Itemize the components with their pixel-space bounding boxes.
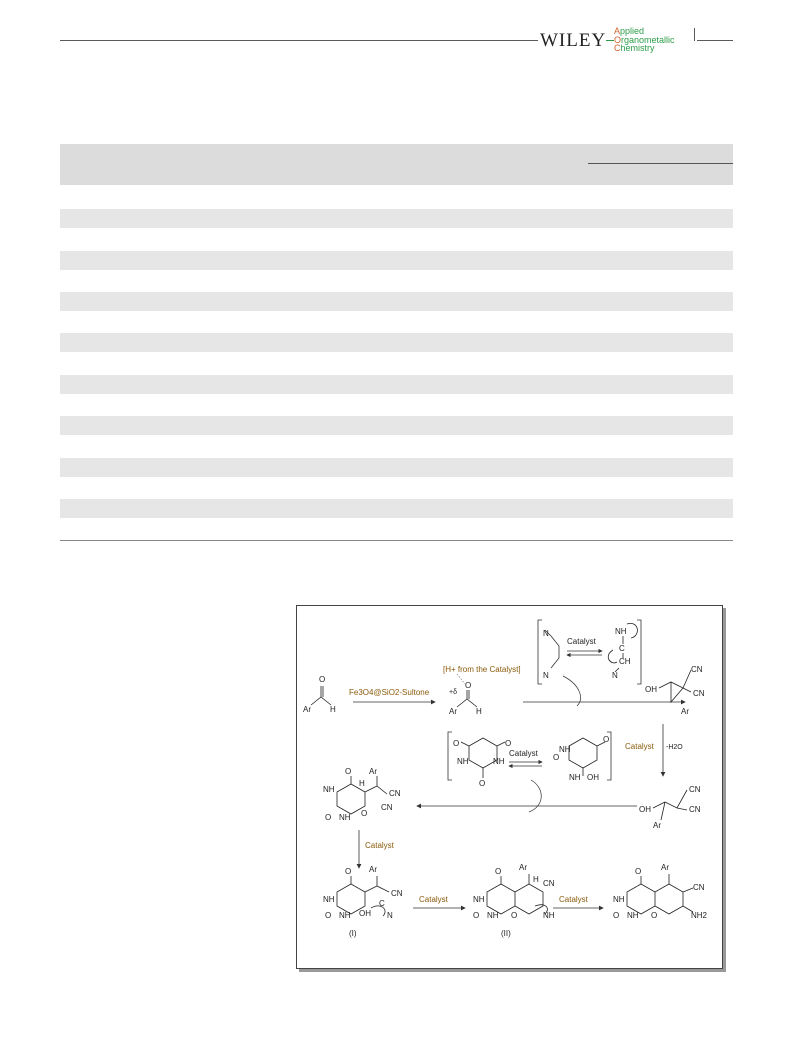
aldehyde — [311, 686, 331, 705]
catalyst-label: Catalyst — [567, 637, 596, 646]
svg-text:O: O — [473, 911, 480, 920]
svg-text:NH: NH — [627, 911, 639, 920]
svg-text:CN: CN — [381, 803, 393, 812]
table-row — [60, 416, 733, 435]
svg-text:NH: NH — [323, 895, 335, 904]
svg-text:Ar: Ar — [661, 863, 669, 872]
svg-text:Catalyst: Catalyst — [419, 895, 448, 904]
barbituric-enol — [569, 738, 605, 776]
svg-text:NH: NH — [339, 813, 351, 822]
svg-text:O: O — [613, 911, 620, 920]
svg-text:NH: NH — [493, 757, 505, 766]
table-row — [60, 251, 733, 270]
svg-text:N: N — [543, 629, 549, 638]
svg-text:NH: NH — [615, 627, 627, 636]
svg-text:NH: NH — [457, 757, 469, 766]
svg-text:O: O — [635, 867, 642, 876]
table-header — [60, 144, 733, 185]
proton-label: [H+ from the Catalyst] — [443, 665, 521, 674]
svg-text:OH: OH — [359, 909, 371, 918]
pyranopyrimidine-product — [627, 874, 693, 914]
svg-text:Ar: Ar — [449, 707, 457, 716]
svg-text:CN: CN — [389, 789, 401, 798]
svg-text:Ar: Ar — [519, 863, 527, 872]
svg-text:O: O — [505, 739, 512, 748]
svg-text:CN: CN — [689, 785, 701, 794]
atom-ar: Ar — [303, 705, 311, 714]
table-row — [60, 458, 733, 477]
svg-text:O: O — [479, 779, 486, 788]
svg-text:O: O — [345, 867, 352, 876]
svg-text:C: C — [379, 899, 385, 908]
svg-text:Catalyst: Catalyst — [509, 749, 538, 758]
svg-text:CN: CN — [693, 689, 705, 698]
svg-text:CN: CN — [543, 879, 555, 888]
svg-text:NH: NH — [473, 895, 485, 904]
activated-aldehyde — [457, 690, 477, 707]
catalyst-name-label: Fe3O4@SiO2-Sultone — [349, 688, 430, 697]
svg-text:O: O — [651, 911, 658, 920]
mechanism-scheme — [296, 605, 723, 969]
header-rule-left — [60, 40, 538, 41]
label-intermediate-ii: (II) — [501, 929, 511, 938]
svg-text:O: O — [511, 911, 518, 920]
svg-text:O: O — [453, 739, 460, 748]
svg-text:H: H — [359, 779, 365, 788]
svg-text:CN: CN — [391, 889, 403, 898]
journal-logo: Applied Organometallic Chemistry — [614, 26, 675, 53]
svg-text:O: O — [361, 809, 368, 818]
svg-text:CN: CN — [689, 805, 701, 814]
table-row — [60, 499, 733, 518]
table-row — [60, 333, 733, 352]
svg-text:Ar: Ar — [653, 821, 661, 830]
svg-text:Ar: Ar — [681, 707, 689, 716]
table-bottom-rule — [60, 540, 733, 541]
atom-h: H — [330, 705, 336, 714]
svg-text:N: N — [387, 911, 393, 920]
svg-text:C: C — [619, 644, 625, 653]
svg-text:Catalyst: Catalyst — [559, 895, 588, 904]
publisher-logo: WILEY — [540, 30, 607, 51]
svg-text:Catalyst: Catalyst — [625, 742, 654, 751]
delta-label: +δ — [449, 689, 457, 696]
table-row — [60, 209, 733, 228]
svg-text:NH: NH — [569, 773, 581, 782]
svg-text:NH2: NH2 — [691, 911, 708, 920]
water-loss-label: -H2O — [666, 744, 683, 751]
svg-text:O: O — [495, 867, 502, 876]
table-header-subrule — [588, 163, 733, 164]
header-tick — [694, 28, 695, 41]
svg-text:N: N — [612, 671, 618, 680]
svg-text:H: H — [533, 875, 539, 884]
svg-text:Catalyst: Catalyst — [365, 841, 394, 850]
svg-text:O: O — [553, 753, 560, 762]
svg-text:O: O — [465, 681, 472, 690]
svg-text:NH: NH — [559, 745, 571, 754]
svg-text:CH: CH — [619, 657, 631, 666]
table-row — [60, 375, 733, 394]
atom-o: O — [319, 675, 326, 684]
svg-text:O: O — [325, 813, 332, 822]
svg-text:O: O — [325, 911, 332, 920]
svg-text:Ar: Ar — [369, 767, 377, 776]
svg-text:NH: NH — [323, 785, 335, 794]
svg-text:O: O — [603, 735, 610, 744]
svg-text:NH: NH — [339, 911, 351, 920]
header-rule-right — [697, 40, 733, 41]
svg-text:CN: CN — [693, 883, 705, 892]
table-row — [60, 292, 733, 311]
label-intermediate-i: (I) — [349, 929, 357, 938]
svg-text:NH: NH — [613, 895, 625, 904]
journal-dash — [606, 40, 614, 41]
svg-text:O: O — [345, 767, 352, 776]
svg-text:OH: OH — [639, 805, 651, 814]
svg-text:NH: NH — [487, 911, 499, 920]
svg-text:NH: NH — [543, 911, 555, 920]
svg-text:OH: OH — [645, 685, 657, 694]
svg-text:CN: CN — [691, 665, 703, 674]
svg-text:Ar: Ar — [369, 865, 377, 874]
svg-text:H: H — [476, 707, 482, 716]
svg-text:N: N — [543, 671, 549, 680]
svg-text:OH: OH — [587, 773, 599, 782]
